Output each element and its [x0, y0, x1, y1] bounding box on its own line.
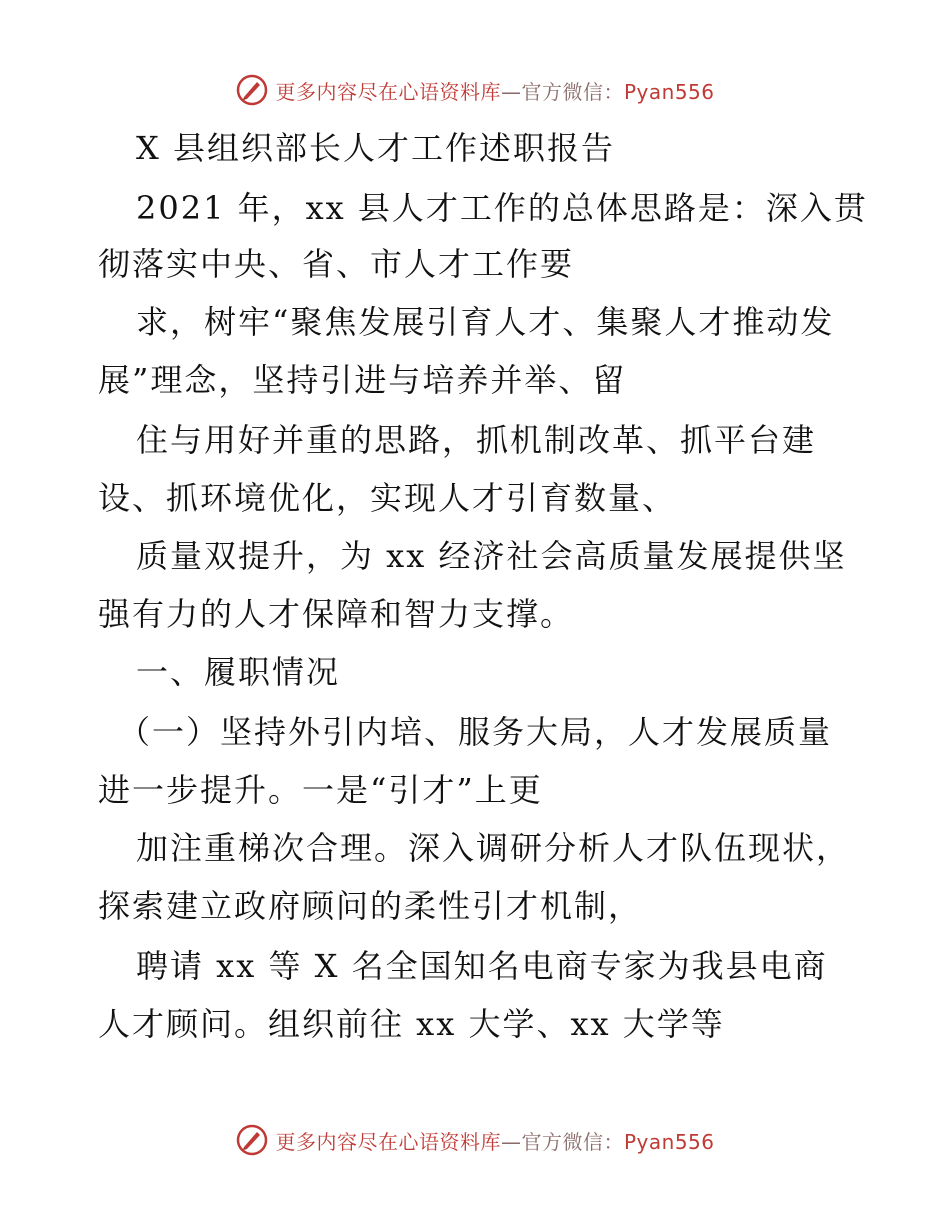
- watermark-banner-bottom: [0, 1120, 950, 1160]
- paragraph-line: 2021 年，xx 县人才工作的总体思路是：深入贯: [136, 189, 868, 227]
- paragraph-line: 探索建立政府顾问的柔性引才机制，: [98, 887, 643, 925]
- quill-seal-icon: [235, 73, 269, 107]
- watermark-text: [275, 76, 714, 105]
- section-heading: 一、履职情况: [136, 653, 341, 691]
- paragraph-line: 设、抓环境优化，实现人才引育数量、: [98, 479, 677, 517]
- paragraph-line: 住与用好并重的思路，抓机制改革、抓平台建: [136, 421, 817, 459]
- document-title: X 县组织部长人才工作述职报告: [136, 129, 615, 167]
- watermark-wechat-label: 官方微信：: [521, 79, 624, 104]
- paragraph-line: 聘请 xx 等 X 名全国知名电商专家为我县电商: [136, 947, 828, 985]
- paragraph-line: 质量双提升，为 xx 经济社会高质量发展提供坚: [136, 537, 847, 575]
- paragraph-line: （一）坚持外引内培、服务大局，人才发展质量: [118, 713, 833, 751]
- paragraph-line: 展”理念，坚持引进与培养并举、留: [98, 361, 627, 399]
- paragraph-line: 强有力的人才保障和智力支撑。: [98, 595, 575, 633]
- watermark-separator: —: [500, 79, 522, 104]
- paragraph-line: 求，树牢“聚焦发展引育人才、集聚人才推动发: [136, 303, 835, 341]
- watermark-wechat-id: Pyan556: [623, 79, 715, 104]
- watermark-banner-top: [0, 70, 950, 110]
- quill-seal-icon: [235, 1123, 269, 1157]
- watermark-site-text: 更多内容尽在心语资料库: [275, 79, 501, 104]
- paragraph-line: 人才顾问。组织前往 xx 大学、xx 大学等: [98, 1005, 725, 1043]
- watermark-separator: —: [500, 1129, 522, 1154]
- watermark-wechat-label: 官方微信：: [521, 1129, 624, 1154]
- watermark-text: [275, 1126, 714, 1155]
- watermark-wechat-id: Pyan556: [623, 1129, 715, 1154]
- watermark-site-text: 更多内容尽在心语资料库: [275, 1129, 501, 1154]
- paragraph-line: 加注重梯次合理。深入调研分析人才队伍现状，: [136, 829, 851, 867]
- paragraph-line: 进一步提升。一是“引才”上更: [98, 771, 543, 809]
- paragraph-line: 彻落实中央、省、市人才工作要: [98, 245, 575, 283]
